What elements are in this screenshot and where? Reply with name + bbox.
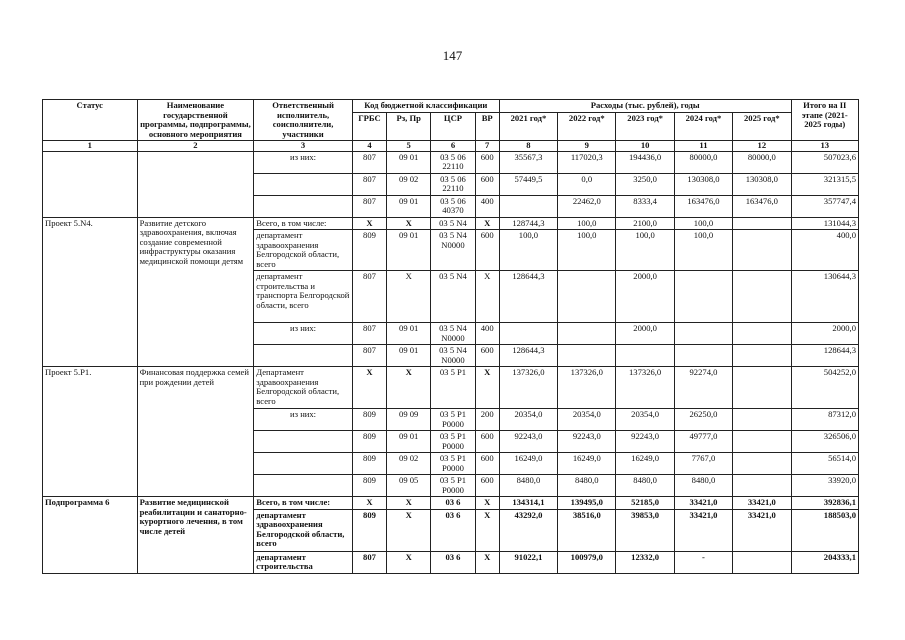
csr-cell: 03 5 P1 P0000: [431, 409, 475, 431]
rz-cell: 09 02: [387, 453, 431, 475]
y2025-cell: [733, 367, 791, 409]
y2021-cell: 8480,0: [499, 475, 557, 497]
y2025-cell: [733, 409, 791, 431]
col-number: 9: [558, 141, 616, 152]
y2023-cell: 2100,0: [616, 217, 674, 230]
grbs-cell: X: [352, 497, 386, 510]
responsible-cell: Департамент здравоохранения Белгородской области, всего: [254, 367, 353, 409]
y2023-cell: 20354,0: [616, 409, 674, 431]
y2025-cell: 130308,0: [733, 173, 791, 195]
y2024-cell: 163476,0: [674, 195, 732, 217]
total-cell: 87312,0: [791, 409, 858, 431]
y2025-cell: [733, 551, 791, 573]
rz-cell: X: [387, 551, 431, 573]
y2021-cell: 20354,0: [499, 409, 557, 431]
header-2021: 2021 год*: [499, 113, 557, 141]
total-cell: 33920,0: [791, 475, 858, 497]
col-number: 7: [475, 141, 499, 152]
vr-cell: 400: [475, 323, 499, 345]
csr-cell: 03 5 N4 N0000: [431, 230, 475, 271]
rz-cell: 09 01: [387, 431, 431, 453]
y2022-cell: 20354,0: [558, 409, 616, 431]
vr-cell: 600: [475, 151, 499, 173]
col-number: 1: [43, 141, 138, 152]
csr-cell: 03 5 P1 P0000: [431, 453, 475, 475]
y2025-cell: [733, 230, 791, 271]
y2022-cell: 16249,0: [558, 453, 616, 475]
grbs-cell: 807: [352, 195, 386, 217]
col-number: 12: [733, 141, 791, 152]
vr-cell: 600: [475, 453, 499, 475]
grbs-cell: 807: [352, 551, 386, 573]
y2022-cell: 137326,0: [558, 367, 616, 409]
y2024-cell: 130308,0: [674, 173, 732, 195]
csr-cell: 03 6: [431, 497, 475, 510]
col-number: 3: [254, 141, 353, 152]
y2022-cell: 117020,3: [558, 151, 616, 173]
total-cell: 128644,3: [791, 345, 858, 367]
csr-cell: 03 5 P1: [431, 367, 475, 409]
vr-cell: X: [475, 497, 499, 510]
y2023-cell: 12332,0: [616, 551, 674, 573]
y2023-cell: 137326,0: [616, 367, 674, 409]
status-cell: Проект 5.N4.: [43, 217, 138, 367]
y2021-cell: 100,0: [499, 230, 557, 271]
grbs-cell: 807: [352, 151, 386, 173]
y2025-cell: [733, 475, 791, 497]
header-expenses: Расходы (тыс. рублей), годы: [499, 100, 791, 113]
header-csr: ЦСР: [431, 113, 475, 141]
vr-cell: X: [475, 367, 499, 409]
grbs-cell: 807: [352, 323, 386, 345]
responsible-cell: из них:: [254, 323, 353, 345]
y2021-cell: 16249,0: [499, 453, 557, 475]
csr-cell: 03 5 06 22110: [431, 173, 475, 195]
table-row: [43, 151, 859, 173]
total-cell: 130644,3: [791, 271, 858, 323]
y2023-cell: 92243,0: [616, 431, 674, 453]
y2024-cell: 92274,0: [674, 367, 732, 409]
rz-cell: X: [387, 509, 431, 551]
y2021-cell: 128644,3: [499, 345, 557, 367]
header-name: Наименование государственной программы, подпрограммы, основного мероприятия: [137, 100, 254, 141]
y2024-cell: 8480,0: [674, 475, 732, 497]
y2025-cell: [733, 453, 791, 475]
grbs-cell: 807: [352, 271, 386, 323]
y2021-cell: 128744,3: [499, 217, 557, 230]
y2022-cell: [558, 271, 616, 323]
table-row: [43, 367, 859, 409]
header-2024: 2024 год*: [674, 113, 732, 141]
y2022-cell: [558, 345, 616, 367]
responsible-cell: Всего, в том числе:: [254, 497, 353, 510]
y2024-cell: 49777,0: [674, 431, 732, 453]
col-number: 6: [431, 141, 475, 152]
y2023-cell: 39853,0: [616, 509, 674, 551]
name-cell: Развитие медицинской реабилитации и санаторно-курортного лечения, в том числе детей: [137, 497, 254, 574]
grbs-cell: 809: [352, 453, 386, 475]
rz-cell: X: [387, 271, 431, 323]
col-number: 2: [137, 141, 254, 152]
y2021-cell: [499, 195, 557, 217]
y2024-cell: [674, 323, 732, 345]
y2025-cell: [733, 217, 791, 230]
status-cell: Проект 5.P1.: [43, 367, 138, 497]
rz-cell: 09 05: [387, 475, 431, 497]
y2024-cell: 33421,0: [674, 509, 732, 551]
vr-cell: X: [475, 551, 499, 573]
col-number: 4: [352, 141, 386, 152]
csr-cell: 03 5 N4: [431, 271, 475, 323]
total-cell: 400,0: [791, 230, 858, 271]
y2021-cell: [499, 323, 557, 345]
y2022-cell: 100,0: [558, 217, 616, 230]
total-cell: 392836,1: [791, 497, 858, 510]
responsible-cell: [254, 173, 353, 195]
header-grbs: ГРБС: [352, 113, 386, 141]
y2022-cell: 38516,0: [558, 509, 616, 551]
y2025-cell: 33421,0: [733, 497, 791, 510]
col-number: 10: [616, 141, 674, 152]
grbs-cell: 809: [352, 509, 386, 551]
header-status: Статус: [43, 100, 138, 141]
y2023-cell: 2000,0: [616, 271, 674, 323]
y2022-cell: 139495,0: [558, 497, 616, 510]
grbs-cell: 809: [352, 431, 386, 453]
grbs-cell: 809: [352, 409, 386, 431]
header-2025: 2025 год*: [733, 113, 791, 141]
rz-cell: X: [387, 497, 431, 510]
page-number: 147: [442, 48, 463, 63]
grbs-cell: X: [352, 217, 386, 230]
y2025-cell: [733, 345, 791, 367]
vr-cell: 600: [475, 230, 499, 271]
table-row: [43, 217, 859, 230]
total-cell: 504252,0: [791, 367, 858, 409]
y2023-cell: 100,0: [616, 230, 674, 271]
vr-cell: 200: [475, 409, 499, 431]
grbs-cell: 809: [352, 230, 386, 271]
y2021-cell: 43292,0: [499, 509, 557, 551]
y2022-cell: 0,0: [558, 173, 616, 195]
responsible-cell: из них:: [254, 409, 353, 431]
rz-cell: 09 01: [387, 151, 431, 173]
csr-cell: 03 5 06 22110: [431, 151, 475, 173]
header-budget-code: Код бюджетной классификации: [352, 100, 499, 113]
y2023-cell: 8333,4: [616, 195, 674, 217]
csr-cell: 03 6: [431, 551, 475, 573]
y2021-cell: 35567,3: [499, 151, 557, 173]
responsible-cell: Всего, в том числе:: [254, 217, 353, 230]
responsible-cell: [254, 475, 353, 497]
y2023-cell: 2000,0: [616, 323, 674, 345]
total-cell: 357747,4: [791, 195, 858, 217]
y2025-cell: [733, 431, 791, 453]
y2022-cell: 100979,0: [558, 551, 616, 573]
col-number: 11: [674, 141, 732, 152]
y2023-cell: [616, 345, 674, 367]
header-rz-pr: Рз, Пр: [387, 113, 431, 141]
rz-cell: 09 01: [387, 230, 431, 271]
col-number: 5: [387, 141, 431, 152]
y2024-cell: [674, 271, 732, 323]
total-cell: 56514,0: [791, 453, 858, 475]
vr-cell: 400: [475, 195, 499, 217]
y2025-cell: 80000,0: [733, 151, 791, 173]
col-number: 13: [791, 141, 858, 152]
total-cell: 321315,5: [791, 173, 858, 195]
column-number-row: [43, 141, 859, 152]
y2021-cell: 128644,3: [499, 271, 557, 323]
responsible-cell: [254, 195, 353, 217]
rz-cell: 09 01: [387, 195, 431, 217]
y2023-cell: 52185,0: [616, 497, 674, 510]
rz-cell: X: [387, 367, 431, 409]
grbs-cell: 807: [352, 345, 386, 367]
vr-cell: X: [475, 509, 499, 551]
grbs-cell: 809: [352, 475, 386, 497]
header-vr: ВР: [475, 113, 499, 141]
header-2022: 2022 год*: [558, 113, 616, 141]
name-cell: [137, 151, 254, 217]
y2022-cell: 100,0: [558, 230, 616, 271]
y2021-cell: 92243,0: [499, 431, 557, 453]
vr-cell: 600: [475, 173, 499, 195]
name-cell: Развитие детского здравоохранения, включая создание современной инфраструктуры оказания медицинской помощи детям: [137, 217, 254, 367]
vr-cell: 600: [475, 475, 499, 497]
total-cell: 188503,0: [791, 509, 858, 551]
y2024-cell: 7767,0: [674, 453, 732, 475]
grbs-cell: X: [352, 367, 386, 409]
total-cell: 326506,0: [791, 431, 858, 453]
y2022-cell: 92243,0: [558, 431, 616, 453]
y2025-cell: [733, 323, 791, 345]
vr-cell: 600: [475, 345, 499, 367]
responsible-cell: [254, 453, 353, 475]
rz-cell: X: [387, 217, 431, 230]
vr-cell: X: [475, 217, 499, 230]
y2023-cell: 8480,0: [616, 475, 674, 497]
csr-cell: 03 5 P1 P0000: [431, 475, 475, 497]
y2022-cell: 8480,0: [558, 475, 616, 497]
status-cell: [43, 151, 138, 217]
header-responsible: Ответственный исполнитель, соисполнители, участники: [254, 100, 353, 141]
rz-cell: 09 01: [387, 323, 431, 345]
y2025-cell: 163476,0: [733, 195, 791, 217]
header-2023: 2023 год*: [616, 113, 674, 141]
grbs-cell: 807: [352, 173, 386, 195]
y2021-cell: 91022,1: [499, 551, 557, 573]
rz-cell: 09 02: [387, 173, 431, 195]
y2025-cell: [733, 271, 791, 323]
vr-cell: X: [475, 271, 499, 323]
rz-cell: 09 09: [387, 409, 431, 431]
y2023-cell: 16249,0: [616, 453, 674, 475]
y2022-cell: [558, 323, 616, 345]
y2024-cell: 100,0: [674, 230, 732, 271]
y2024-cell: 80000,0: [674, 151, 732, 173]
y2023-cell: 3250,0: [616, 173, 674, 195]
csr-cell: 03 5 P1 P0000: [431, 431, 475, 453]
y2024-cell: -: [674, 551, 732, 573]
y2024-cell: 26250,0: [674, 409, 732, 431]
y2021-cell: 134314,1: [499, 497, 557, 510]
name-cell: Финансовая поддержка семей при рождении детей: [137, 367, 254, 497]
responsible-cell: [254, 431, 353, 453]
budget-table: [42, 99, 859, 574]
responsible-cell: департамент строительства и транспорта Белгородской области, всего: [254, 271, 353, 323]
csr-cell: 03 5 N4 N0000: [431, 323, 475, 345]
rz-cell: 09 01: [387, 345, 431, 367]
y2024-cell: 100,0: [674, 217, 732, 230]
header-total: Итого на II этапе (2021-2025 годы): [791, 100, 858, 141]
vr-cell: 600: [475, 431, 499, 453]
col-number: 8: [499, 141, 557, 152]
csr-cell: 03 5 N4 N0000: [431, 345, 475, 367]
responsible-cell: департамент строительства: [254, 551, 353, 573]
total-cell: 131044,3: [791, 217, 858, 230]
y2024-cell: [674, 345, 732, 367]
y2023-cell: 194436,0: [616, 151, 674, 173]
csr-cell: 03 5 06 40370: [431, 195, 475, 217]
y2021-cell: 57449,5: [499, 173, 557, 195]
csr-cell: 03 5 N4: [431, 217, 475, 230]
responsible-cell: из них:: [254, 151, 353, 173]
table-row: [43, 497, 859, 510]
y2025-cell: 33421,0: [733, 509, 791, 551]
total-cell: 2000,0: [791, 323, 858, 345]
y2024-cell: 33421,0: [674, 497, 732, 510]
status-cell: Подпрограмма 6: [43, 497, 138, 574]
responsible-cell: департамент здравоохранения Белгородской области, всего: [254, 230, 353, 271]
total-cell: 204333,1: [791, 551, 858, 573]
y2022-cell: 22462,0: [558, 195, 616, 217]
responsible-cell: департамент здравоохранения Белгородской области, всего: [254, 509, 353, 551]
responsible-cell: [254, 345, 353, 367]
csr-cell: 03 6: [431, 509, 475, 551]
total-cell: 507023,6: [791, 151, 858, 173]
y2021-cell: 137326,0: [499, 367, 557, 409]
